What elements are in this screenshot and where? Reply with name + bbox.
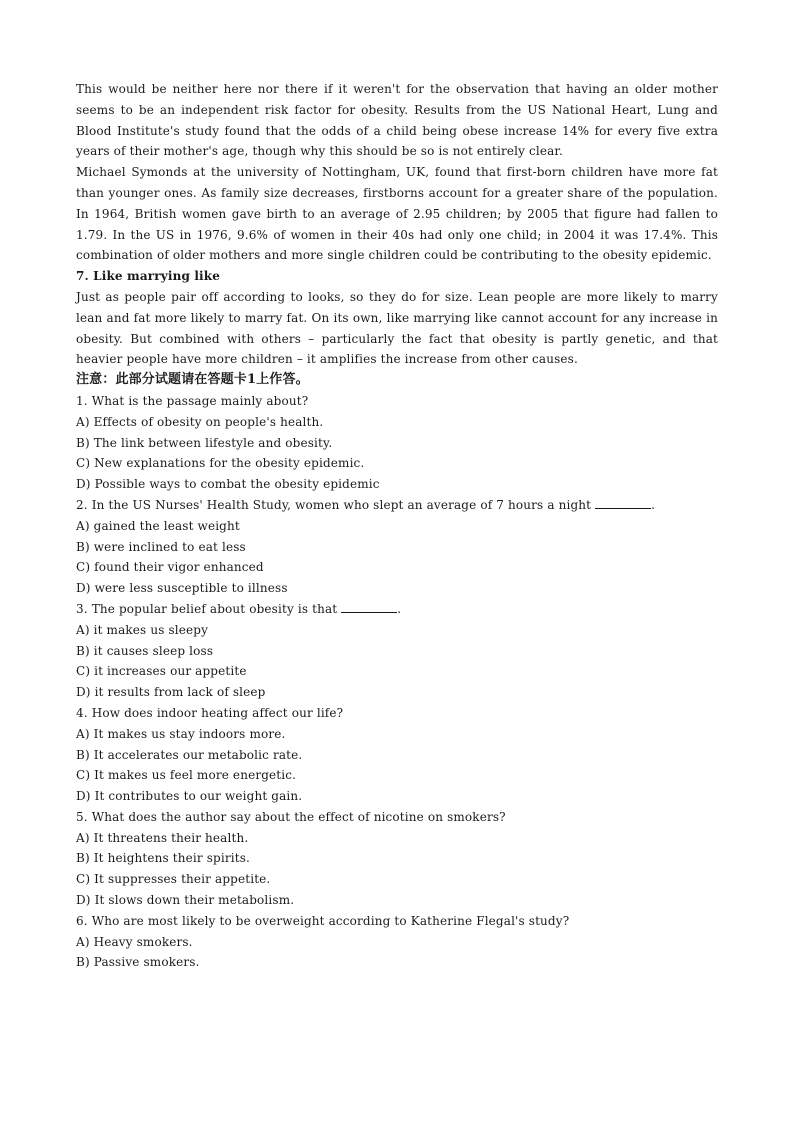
option-a: A) Heavy smokers. [76,934,193,949]
question-stem: 1. What is the passage mainly about? [76,393,309,408]
option-b: B) were inclined to eat less [76,539,246,554]
question-stem-line [76,495,718,516]
option-a: A) It threatens their health. [76,830,249,845]
option-c: C) It suppresses their appetite. [76,872,271,887]
option-b: B) The link between lifestyle and obesity. [76,435,333,450]
option-a: A) It makes us stay indoors more. [76,726,286,741]
answer-blank [595,495,651,509]
passage-paragraph-1: This would be neither here nor there if it weren't for the observation that having an older mother seems to be an independent risk factor for obesity. Results from the US National Heart, Lung and Blood Institute's study found that the odds of a child being obese increase 14% for every five extra years of their mother's age, though why this should be so is not entirely clear. [76,82,718,159]
question-stem: 5. What does the author say about the effect of nicotine on smokers? [76,809,506,824]
option-a: A) gained the least weight [76,518,240,533]
option-d: D) Possible ways to combat the obesity epidemic [76,477,380,492]
question-stem-end: . [397,601,402,616]
question-stem: 4. How does indoor heating affect our life? [76,705,344,720]
document-page [76,79,718,973]
question-stem: 3. The popular belief about obesity is that [76,601,338,616]
option-c: C) New explanations for the obesity epidemic. [76,456,365,471]
option-d: D) It contributes to our weight gain. [76,789,303,804]
option-c: C) It makes us feel more energetic. [76,768,297,783]
option-b: B) it causes sleep loss [76,643,214,658]
question-2 [76,495,718,599]
option-d: D) it results from lack of sleep [76,685,266,700]
passage-paragraph-3: Just as people pair off according to looks, so they do for size. Lean people are more likely to marry lean and fat more likely to marry fat. On its own, like marrying like cannot account for any increase in obesity. But combined with others – particularly the fact that obesity is partly genetic, and that heavier people have more children – it amplifies the increase from other causes. [76,289,718,367]
question-4 [76,703,718,807]
question-3 [76,599,718,703]
question-stem: 2. In the US Nurses' Health Study, women who slept an average of 7 hours a night [76,497,592,512]
question-6 [76,911,718,973]
answer-blank [341,599,397,613]
question-5 [76,807,718,911]
option-b: B) Passive smokers. [76,955,200,970]
option-a: A) Effects of obesity on people's health. [76,414,324,429]
section-heading-7: 7. Like marrying like [76,269,220,284]
option-d: D) It slows down their metabolism. [76,893,295,908]
answer-sheet-note: 注意：此部分试题请在答题卡1上作答。 [76,372,309,388]
option-a: A) it makes us sleepy [76,622,209,637]
option-d: D) were less susceptible to illness [76,581,288,596]
option-c: C) it increases our appetite [76,664,247,679]
passage-paragraph-2: Michael Symonds at the university of Nottingham, UK, found that first-born children have more fat than younger ones. As family size decreases, firstborns account for a greater share of the population. In 1964, British women gave birth to an average of 2.95 children; by 2005 that figure had fallen to 1.79. In the US in 1976, 9.6% of women in their 40s had only one child; in 2004 it was 17.4%. This combination of older mothers and more single children could be contributing to the obesity epidemic. [76,165,718,263]
question-stem-end: . [651,497,656,512]
question-stem-line [76,599,718,620]
option-b: B) It heightens their spirits. [76,851,250,866]
option-b: B) It accelerates our metabolic rate. [76,747,303,762]
question-stem: 6. Who are most likely to be overweight according to Katherine Flegal's study? [76,913,570,928]
option-c: C) found their vigor enhanced [76,560,264,575]
question-1 [76,391,718,495]
